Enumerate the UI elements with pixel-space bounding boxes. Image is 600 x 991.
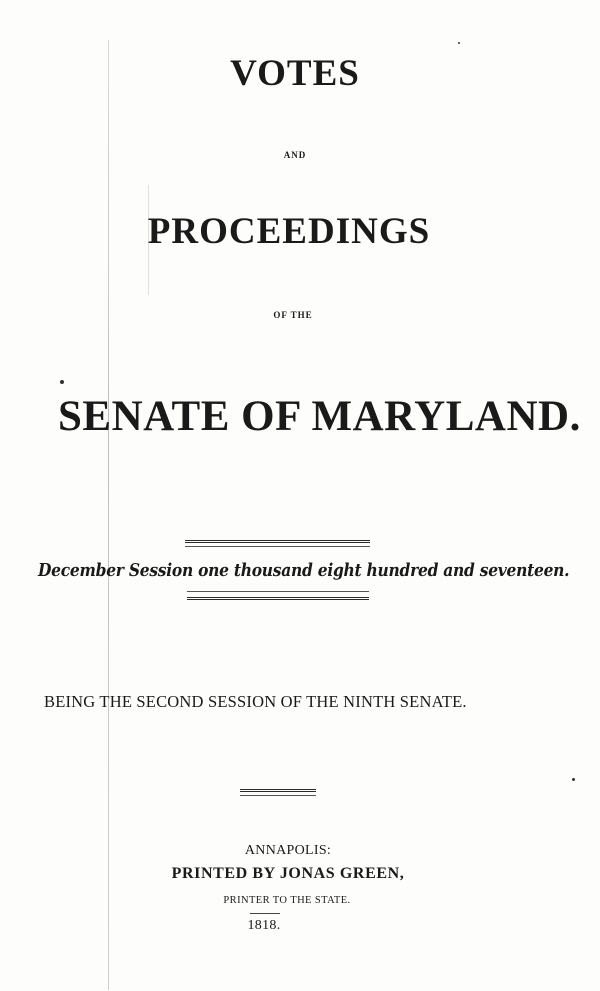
imprint-place: ANNAPOLIS: xyxy=(244,843,332,858)
ornamental-rule-bottom-thin xyxy=(187,591,369,592)
imprint-printer: PRINTED BY JONAS GREEN, xyxy=(171,865,405,882)
session-line: December Session one thousand eight hundred and seventeen. xyxy=(38,560,570,581)
ornamental-rule-bottom xyxy=(187,597,369,600)
short-rule xyxy=(240,789,316,792)
session-number-line: BEING THE SECOND SESSION OF THE NINTH SENATE. xyxy=(44,692,467,711)
imprint-mini-rule xyxy=(250,913,280,914)
ornamental-rule-top xyxy=(185,540,370,543)
short-rule-thin xyxy=(240,795,316,796)
title-senate-of-maryland: SENATE OF MARYLAND. xyxy=(58,393,581,440)
ink-speck xyxy=(60,380,64,384)
title-proceedings: PROCEEDINGS xyxy=(147,211,431,252)
title-votes: VOTES xyxy=(230,53,360,94)
imprint-year: 1818. xyxy=(247,918,281,933)
ornamental-rule-top-thin xyxy=(185,546,370,547)
title-of-the: OF THE xyxy=(273,310,313,320)
imprint-printer-title: PRINTER TO THE STATE. xyxy=(223,895,351,906)
title-and: AND xyxy=(283,150,307,160)
ink-speck xyxy=(572,778,575,781)
ink-speck xyxy=(458,42,460,44)
